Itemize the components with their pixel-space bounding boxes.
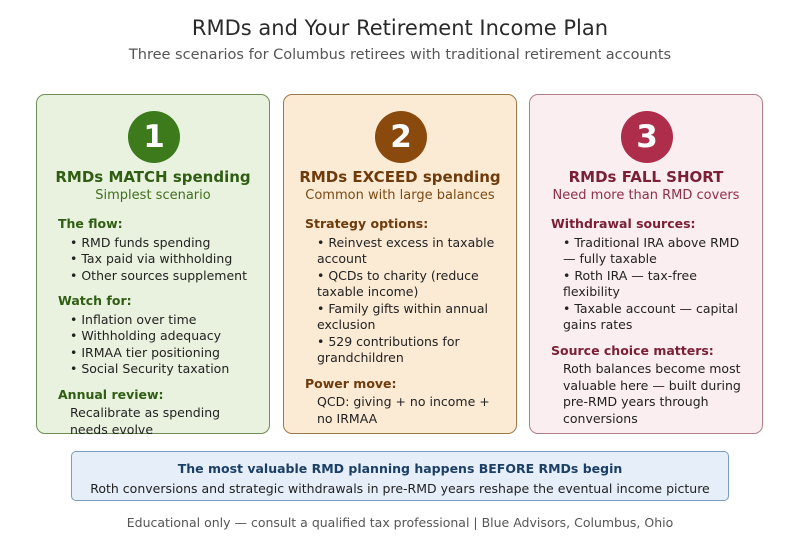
scenario-number-badge: 1 [128,111,180,163]
scenario-number-badge: 2 [375,111,427,163]
list-item: • Tax paid via withholding [70,251,233,266]
footer-disclaimer: Educational only — consult a qualified tax professional | Blue Advisors, Columbus, Ohio [126,515,674,530]
list-item: • RMD funds spending [70,234,211,250]
list-item: • QCDs to charity (reduce taxable income) [317,267,479,299]
section-title: The flow: [58,216,123,231]
section-paragraph: QCD: giving + no income + no IRMAA [317,394,490,426]
list-item: • IRMAA tier positioning [70,344,220,360]
list-item: • Traditional IRA above RMD — fully taxable [563,234,740,266]
section-title: Annual review: [58,386,164,402]
list-item: • Inflation over time [70,311,197,327]
bullet-list [58,312,258,378]
list-item: • Reinvest excess in taxable account [317,234,495,266]
bullet-list [305,235,505,367]
bullet-list [551,235,751,334]
list-item: • Social Security taxation [70,361,230,376]
scenario-body [551,216,751,427]
list-item: • Taxable account — capital gains rates [563,300,738,332]
scenario-card-match [36,94,270,437]
bullet-list [58,235,258,285]
scenario-heading: RMDs FALL SHORT [568,168,724,186]
scenario-heading: RMDs MATCH spending [55,168,251,186]
banner-text: Roth conversions and strategic withdrawals in pre-RMD years reshape the eventual income picture [90,481,710,496]
scenario-body [58,216,258,438]
section-title: Power move: [305,375,397,391]
banner-title: The most valuable RMD planning happens BEFORE RMDs begin [177,461,623,476]
page-subtitle: Three scenarios for Columbus retirees with traditional retirement accounts [128,47,672,63]
section-title: Withdrawal sources: [551,216,696,231]
scenario-number-badge: 3 [621,111,673,163]
list-item: • Roth IRA — tax-free flexibility [563,267,697,299]
scenario-tagline: Simplest scenario [95,188,211,203]
scenario-tagline: Common with large balances [305,188,495,203]
page-title: RMDs and Your Retirement Income Plan [191,16,609,40]
key-insight-banner [71,451,729,501]
scenario-card-fall-short [529,94,763,434]
section-title: Source choice matters: [551,342,714,358]
list-item: • Family gifts within annual exclusion [317,300,488,332]
list-item: • Other sources supplement [70,267,247,283]
scenario-heading: RMDs EXCEED spending [299,168,501,186]
section-paragraph: Recalibrate as spending needs evolve [70,405,221,437]
scenario-card-exceed [283,94,517,434]
section-paragraph: Roth balances become most valuable here — built during pre-RMD years through conversions [563,361,741,426]
section-title: Watch for: [58,293,132,308]
section-title: Strategy options: [305,216,429,231]
list-item: • Withholding adequacy [70,328,222,343]
list-item: • 529 contributions for grandchildren [317,333,460,365]
scenario-body [305,216,505,427]
scenario-tagline: Need more than RMD covers [552,188,740,203]
